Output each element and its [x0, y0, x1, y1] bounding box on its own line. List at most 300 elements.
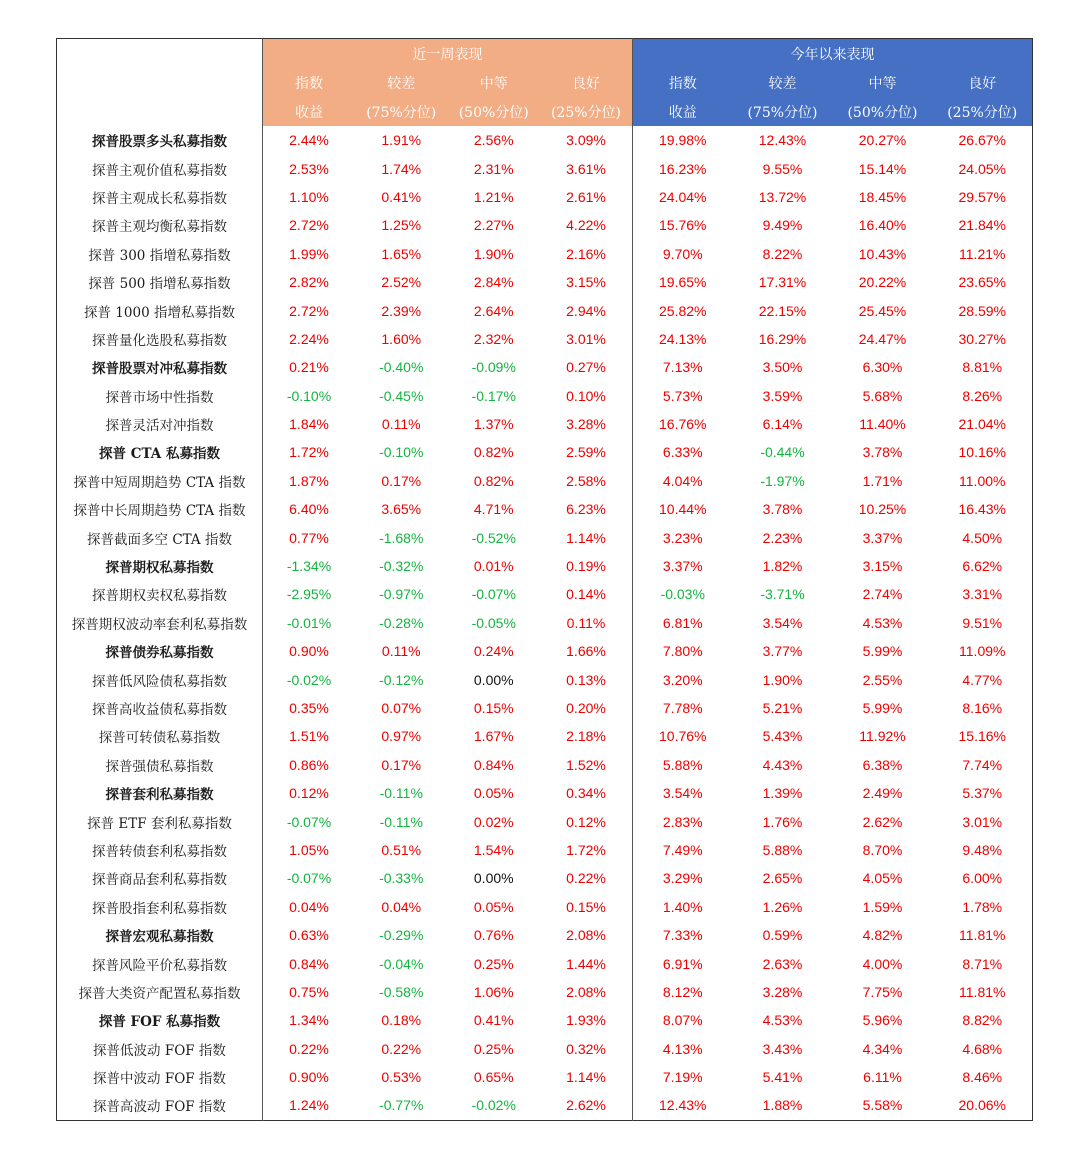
table-row [57, 296, 1033, 324]
ytd-value-cell: 4.43% [762, 756, 803, 773]
ytd-value-cell: 5.43% [762, 728, 803, 745]
week-value-cell: 2.61% [566, 188, 606, 205]
week-value-cell: -0.07% [286, 813, 332, 830]
table-row [57, 410, 1033, 438]
index-name: 探普 CTA 私募指数 [57, 438, 263, 466]
header-corner [57, 39, 263, 127]
ytd-value-cell: 3.28% [762, 983, 803, 1000]
index-name: 探普套利私募指数 [57, 779, 263, 807]
week-value-cell: 1.54% [473, 841, 514, 858]
ytd-value-cell: 1.71% [862, 472, 903, 489]
week-value-cell: 2.59% [566, 444, 606, 461]
ytd-value-cell: 19.98% [633, 126, 733, 154]
index-name: 探普 FOF 私募指数 [57, 1006, 263, 1034]
table-row [57, 978, 1033, 1006]
week-value-cell: 0.65% [473, 1069, 514, 1086]
week-value-cell: 2.39% [381, 302, 422, 319]
ytd-value-cell: 21.84% [958, 217, 1006, 234]
week-value-cell: 0.20% [566, 700, 606, 716]
week-value-cell: 6.23% [566, 501, 606, 518]
week-value-cell: 0.90% [289, 1069, 329, 1086]
index-name: 探普低波动 FOF 指数 [57, 1035, 263, 1063]
ytd-value-cell: 5.21% [762, 700, 803, 716]
week-value-cell: 0.11% [566, 614, 606, 631]
ytd-value-cell: 9.70% [633, 240, 733, 268]
ytd-value-cell: 8.07% [633, 1006, 733, 1034]
ytd-value-cell: 5.96% [862, 1012, 903, 1029]
week-value-cell: 0.11% [381, 416, 421, 433]
week-value-cell: 1.72% [566, 841, 606, 858]
week-value-cell: 0.15% [473, 700, 514, 716]
week-value-cell: 1.37% [473, 416, 514, 433]
ytd-value-cell: 11.21% [959, 245, 1006, 262]
week-value-cell: -1.68% [379, 529, 424, 546]
table-row [57, 949, 1033, 977]
ytd-value-cell: 13.72% [758, 188, 807, 205]
ytd-value-cell: 2.74% [862, 586, 903, 603]
ytd-value-cell: 8.82% [962, 1012, 1003, 1029]
week-value-cell: 0.14% [566, 586, 606, 603]
week-value-cell: 1.10% [289, 188, 329, 205]
ytd-value-cell: 3.37% [862, 529, 903, 546]
week-value-cell: 0.02% [473, 813, 514, 830]
index-name: 探普股票多头私募指数 [57, 126, 263, 154]
table-row [57, 382, 1033, 410]
week-value-cell: 0.18% [381, 1012, 422, 1029]
week-value-cell: 0.24% [473, 643, 514, 660]
week-value-cell: 0.41% [473, 1012, 514, 1029]
index-name: 探普中短周期趋势 CTA 指数 [57, 467, 263, 495]
ytd-value-cell: 3.23% [633, 523, 733, 551]
week-value-cell: 2.44% [289, 132, 329, 149]
table-row [57, 467, 1033, 495]
ytd-value-cell: 17.31% [758, 274, 807, 291]
week-value-cell: -0.97% [379, 586, 424, 603]
ytd-value-cell: 3.29% [633, 864, 733, 892]
week-value-cell: -0.45% [379, 387, 424, 404]
header-ytd-col-3-line1: 中等 [833, 69, 933, 98]
index-name: 探普风险平价私募指数 [57, 949, 263, 977]
table-row [57, 1063, 1033, 1091]
ytd-value-cell: 8.71% [962, 955, 1003, 972]
index-name: 探普中波动 FOF 指数 [57, 1063, 263, 1091]
week-value-cell: -0.04% [379, 955, 424, 972]
week-value-cell: 2.52% [381, 274, 422, 291]
table-row [57, 580, 1033, 608]
ytd-value-cell: 5.68% [862, 387, 903, 404]
week-value-cell: 4.71% [473, 501, 514, 518]
week-value-cell: 1.84% [289, 416, 329, 433]
ytd-value-cell: 24.47% [858, 330, 907, 347]
ytd-value-cell: 12.43% [758, 132, 807, 149]
ytd-value-cell: 24.05% [958, 160, 1006, 177]
ytd-value-cell: 6.62% [962, 558, 1003, 575]
ytd-value-cell: 16.43% [958, 501, 1006, 518]
week-value-cell: 1.21% [473, 188, 514, 205]
ytd-value-cell: 10.44% [633, 495, 733, 523]
ytd-value-cell: 7.49% [633, 836, 733, 864]
week-value-cell: -1.34% [286, 558, 332, 575]
week-value-cell: 0.41% [381, 188, 422, 205]
ytd-value-cell: 4.13% [633, 1035, 733, 1063]
ytd-value-cell: 18.45% [858, 188, 907, 205]
index-name: 探普 1000 指增私募指数 [57, 296, 263, 324]
header-week-col-4-line1: 良好 [540, 69, 633, 98]
ytd-value-cell: 3.01% [962, 813, 1003, 830]
week-value-cell: 1.93% [566, 1012, 606, 1029]
ytd-value-cell: 15.76% [633, 211, 733, 239]
ytd-value-cell: 1.39% [762, 785, 803, 802]
ytd-value-cell: 8.12% [633, 978, 733, 1006]
ytd-value-cell: 3.78% [762, 501, 803, 518]
ytd-value-cell: 10.25% [858, 501, 907, 518]
week-value-cell: 1.14% [566, 529, 606, 546]
ytd-value-cell: 20.22% [858, 274, 907, 291]
ytd-value-cell: 8.81% [962, 359, 1003, 376]
week-value-cell: 0.84% [289, 955, 329, 972]
week-value-cell: -0.05% [471, 614, 516, 631]
week-value-cell: 6.40% [289, 501, 329, 518]
week-value-cell: 2.62% [566, 1097, 606, 1114]
week-value-cell: 1.99% [289, 245, 329, 262]
index-name: 探普期权波动率套利私募指数 [57, 609, 263, 637]
week-value-cell: 3.09% [566, 132, 606, 149]
week-value-cell: 0.97% [381, 728, 422, 745]
ytd-value-cell: 4.82% [862, 927, 903, 944]
week-value-cell: 0.15% [566, 898, 606, 915]
week-value-cell: -0.12% [379, 671, 424, 688]
index-name: 探普量化选股私募指数 [57, 325, 263, 353]
ytd-value-cell: 3.54% [633, 779, 733, 807]
ytd-value-cell: 7.19% [633, 1063, 733, 1091]
week-value-cell: 1.91% [381, 132, 422, 149]
ytd-value-cell: 16.76% [633, 410, 733, 438]
week-value-cell: -0.58% [379, 983, 424, 1000]
ytd-value-cell: 5.58% [862, 1097, 903, 1114]
header-ytd-col-2-line2: (75%分位) [733, 98, 833, 127]
index-name: 探普截面多空 CTA 指数 [57, 523, 263, 551]
week-value-cell: 2.94% [566, 302, 606, 319]
ytd-value-cell: 7.13% [633, 353, 733, 381]
header-group-row [57, 39, 1033, 70]
week-value-cell: 3.65% [381, 501, 422, 518]
ytd-value-cell: 12.43% [633, 1091, 733, 1120]
ytd-value-cell: 6.38% [862, 756, 903, 773]
index-name: 探普高波动 FOF 指数 [57, 1091, 263, 1120]
ytd-value-cell: 23.65% [958, 274, 1006, 291]
ytd-value-cell: 3.78% [862, 444, 903, 461]
table-row [57, 495, 1033, 523]
week-value-cell: 3.61% [566, 160, 606, 177]
ytd-value-cell: 7.80% [633, 637, 733, 665]
ytd-value-cell: 3.54% [762, 614, 803, 631]
index-name: 探普股票对冲私募指数 [57, 353, 263, 381]
index-name: 探普宏观私募指数 [57, 921, 263, 949]
ytd-value-cell: 5.99% [862, 700, 903, 716]
table-row [57, 722, 1033, 750]
week-value-cell: -0.09% [471, 359, 516, 376]
ytd-value-cell: 1.90% [762, 671, 803, 688]
ytd-value-cell: 2.49% [862, 785, 903, 802]
week-value-cell: 3.15% [566, 274, 606, 291]
ytd-value-cell: 5.73% [633, 382, 733, 410]
week-value-cell: 1.24% [289, 1097, 329, 1114]
ytd-value-cell: 16.29% [758, 330, 807, 347]
week-value-cell: 2.27% [473, 217, 514, 234]
week-value-cell: 0.22% [289, 1040, 329, 1057]
table-row [57, 609, 1033, 637]
table-row [57, 240, 1033, 268]
ytd-value-cell: 3.15% [862, 558, 903, 575]
ytd-value-cell: 11.40% [859, 416, 906, 433]
table-row [57, 552, 1033, 580]
week-value-cell: 0.27% [566, 359, 606, 376]
week-value-cell: -0.52% [471, 529, 516, 546]
week-value-cell: -0.01% [286, 614, 332, 631]
ytd-value-cell: 11.81% [959, 927, 1006, 944]
header-ytd-col-4-line1: 良好 [933, 69, 1033, 98]
week-value-cell: -2.95% [286, 586, 332, 603]
week-value-cell: 3.01% [566, 330, 606, 347]
table-row [57, 183, 1033, 211]
table-row [57, 779, 1033, 807]
week-value-cell: -0.28% [379, 614, 424, 631]
week-value-cell: 0.22% [381, 1040, 422, 1057]
ytd-value-cell: 20.06% [958, 1097, 1006, 1114]
ytd-value-cell: 3.59% [762, 387, 803, 404]
table-row [57, 438, 1033, 466]
ytd-value-cell: 8.46% [962, 1069, 1003, 1086]
ytd-value-cell: 1.78% [962, 898, 1003, 915]
table-row [57, 637, 1033, 665]
week-value-cell: 2.16% [566, 245, 606, 262]
week-value-cell: 0.00% [473, 870, 514, 887]
table-row [57, 751, 1033, 779]
week-value-cell: 0.32% [566, 1040, 606, 1057]
ytd-value-cell: 8.70% [862, 841, 903, 858]
week-value-cell: 0.17% [381, 756, 422, 773]
ytd-value-cell: 3.43% [762, 1040, 803, 1057]
ytd-value-cell: 19.65% [633, 268, 733, 296]
header-ytd-col-3-line2: (50%分位) [833, 98, 933, 127]
week-value-cell: -0.11% [379, 785, 423, 802]
ytd-value-cell: 5.88% [633, 751, 733, 779]
week-value-cell: 0.75% [289, 983, 329, 1000]
ytd-value-cell: 1.40% [633, 893, 733, 921]
header-week-col-2-line2: (75%分位) [355, 98, 448, 127]
table-row [57, 211, 1033, 239]
index-name: 探普转债套利私募指数 [57, 836, 263, 864]
week-value-cell: 0.05% [473, 785, 514, 802]
table-row [57, 523, 1033, 551]
ytd-value-cell: 10.16% [958, 444, 1006, 461]
ytd-value-cell: 15.14% [858, 160, 907, 177]
header-week-col-1-line2: 收益 [263, 98, 356, 127]
ytd-value-cell: 20.27% [858, 132, 907, 149]
week-value-cell: 0.90% [289, 643, 329, 660]
ytd-value-cell: 1.88% [762, 1097, 803, 1114]
week-value-cell: 0.10% [566, 387, 606, 404]
ytd-value-cell: 10.43% [858, 245, 907, 262]
index-name: 探普高收益债私募指数 [57, 694, 263, 722]
ytd-value-cell: 6.81% [633, 609, 733, 637]
week-value-cell: 1.65% [381, 245, 422, 262]
header-week-col-2-line1: 较差 [355, 69, 448, 98]
table-row [57, 353, 1033, 381]
table-row [57, 1035, 1033, 1063]
table-row [57, 836, 1033, 864]
week-value-cell: 1.52% [566, 756, 606, 773]
header-week-col-3-line1: 中等 [448, 69, 541, 98]
ytd-value-cell: 6.91% [633, 949, 733, 977]
week-value-cell: 0.82% [473, 472, 514, 489]
ytd-value-cell: 9.48% [962, 841, 1003, 858]
ytd-value-cell: 3.31% [962, 586, 1003, 603]
week-value-cell: 2.08% [566, 983, 606, 1000]
week-value-cell: -0.07% [286, 870, 332, 887]
week-value-cell: 0.82% [473, 444, 514, 461]
week-value-cell: 0.13% [566, 671, 606, 688]
index-name: 探普主观价值私募指数 [57, 154, 263, 182]
ytd-value-cell: 11.92% [859, 728, 906, 745]
ytd-value-cell: 3.20% [633, 665, 733, 693]
table-body [57, 126, 1033, 1120]
ytd-value-cell: 7.33% [633, 921, 733, 949]
ytd-value-cell: 6.30% [862, 359, 903, 376]
week-value-cell: 0.34% [566, 785, 606, 802]
index-name: 探普市场中性指数 [57, 382, 263, 410]
ytd-value-cell: 6.11% [863, 1069, 902, 1086]
week-value-cell: 2.56% [473, 132, 514, 149]
header-ytd-col-4-line2: (25%分位) [933, 98, 1033, 127]
ytd-value-cell: 24.13% [633, 325, 733, 353]
index-name: 探普可转债私募指数 [57, 722, 263, 750]
ytd-value-cell: 2.62% [862, 813, 903, 830]
ytd-value-cell: 8.26% [962, 387, 1003, 404]
week-value-cell: 2.31% [473, 160, 514, 177]
week-value-cell: -0.29% [379, 927, 424, 944]
table-row [57, 864, 1033, 892]
index-name: 探普 300 指增私募指数 [57, 240, 263, 268]
ytd-value-cell: 5.37% [962, 785, 1003, 802]
week-value-cell: 1.72% [289, 444, 329, 461]
week-value-cell: -0.77% [379, 1097, 424, 1114]
index-name: 探普 500 指增私募指数 [57, 268, 263, 296]
ytd-value-cell: 11.09% [959, 643, 1006, 660]
ytd-value-cell: 6.14% [762, 416, 803, 433]
week-value-cell: 4.22% [566, 217, 606, 234]
week-value-cell: -0.07% [471, 586, 516, 603]
ytd-value-cell: 16.40% [858, 217, 907, 234]
ytd-value-cell: 29.57% [958, 188, 1006, 205]
week-value-cell: 0.22% [566, 870, 606, 887]
header-ytd-col-1-line1: 指数 [633, 69, 733, 98]
index-name: 探普灵活对冲指数 [57, 410, 263, 438]
ytd-value-cell: 6.33% [633, 438, 733, 466]
week-value-cell: 2.64% [473, 302, 514, 319]
week-value-cell: -0.32% [379, 558, 424, 575]
week-value-cell: 2.18% [566, 728, 606, 745]
week-value-cell: 2.72% [289, 217, 329, 234]
ytd-value-cell: 22.15% [758, 302, 807, 319]
week-value-cell: 0.12% [289, 785, 329, 802]
ytd-value-cell: 1.82% [762, 558, 803, 575]
index-name: 探普债券私募指数 [57, 637, 263, 665]
ytd-value-cell: 4.50% [962, 529, 1003, 546]
week-value-cell: 0.07% [381, 700, 422, 716]
table-row [57, 154, 1033, 182]
index-name: 探普大类资产配置私募指数 [57, 978, 263, 1006]
week-value-cell: 0.12% [566, 813, 606, 830]
week-value-cell: 0.86% [289, 756, 329, 773]
week-value-cell: 0.04% [289, 898, 329, 915]
ytd-value-cell: 1.59% [862, 898, 903, 915]
week-value-cell: 0.04% [381, 898, 422, 915]
ytd-value-cell: 2.65% [762, 870, 803, 887]
ytd-value-cell: 5.88% [762, 841, 803, 858]
week-value-cell: -0.10% [286, 387, 332, 404]
ytd-value-cell: 2.83% [633, 807, 733, 835]
week-value-cell: 0.25% [473, 1040, 514, 1057]
ytd-value-cell: 3.50% [762, 359, 803, 376]
ytd-value-cell: 7.75% [862, 983, 903, 1000]
week-value-cell: 0.21% [289, 359, 329, 376]
week-value-cell: 1.60% [381, 330, 422, 347]
week-value-cell: 0.53% [381, 1069, 422, 1086]
index-name: 探普 ETF 套利私募指数 [57, 807, 263, 835]
week-value-cell: 1.14% [566, 1069, 606, 1086]
ytd-value-cell: 9.49% [762, 217, 803, 234]
header-ytd-col-1-line2: 收益 [633, 98, 733, 127]
week-value-cell: -0.17% [471, 387, 516, 404]
week-value-cell: 0.19% [566, 558, 606, 575]
week-value-cell: 3.28% [566, 416, 606, 433]
ytd-value-cell: 4.77% [962, 671, 1003, 688]
week-value-cell: 0.00% [473, 671, 514, 688]
ytd-value-cell: 8.16% [962, 700, 1003, 716]
week-value-cell: 1.66% [566, 643, 606, 660]
index-name: 探普低风险债私募指数 [57, 665, 263, 693]
week-value-cell: -0.33% [379, 870, 424, 887]
week-value-cell: 1.51% [289, 728, 329, 745]
ytd-value-cell: 24.04% [633, 183, 733, 211]
week-value-cell: 1.87% [289, 472, 329, 489]
index-name: 探普商品套利私募指数 [57, 864, 263, 892]
table-row [57, 921, 1033, 949]
week-value-cell: 1.06% [473, 983, 514, 1000]
ytd-value-cell: 3.37% [633, 552, 733, 580]
ytd-value-cell: 4.53% [862, 614, 903, 631]
header-ytd-col-2-line1: 较差 [733, 69, 833, 98]
ytd-value-cell: 6.00% [962, 870, 1003, 887]
ytd-value-cell: -0.44% [760, 444, 805, 461]
table-row [57, 268, 1033, 296]
ytd-value-cell: 8.22% [762, 245, 803, 262]
table-row [57, 1006, 1033, 1034]
index-name: 探普期权卖权私募指数 [57, 580, 263, 608]
week-value-cell: 2.72% [289, 302, 329, 319]
week-value-cell: 1.34% [289, 1012, 329, 1029]
header-group-ytd: 今年以来表现 [633, 39, 1033, 70]
header-week-col-1-line1: 指数 [263, 69, 356, 98]
week-value-cell: 1.05% [289, 841, 329, 858]
week-value-cell: 2.84% [473, 274, 514, 291]
week-value-cell: 2.08% [566, 927, 606, 944]
ytd-value-cell: 10.76% [633, 722, 733, 750]
ytd-value-cell: 30.27% [958, 330, 1006, 347]
ytd-value-cell: 2.63% [762, 955, 803, 972]
week-value-cell: -0.40% [379, 359, 424, 376]
